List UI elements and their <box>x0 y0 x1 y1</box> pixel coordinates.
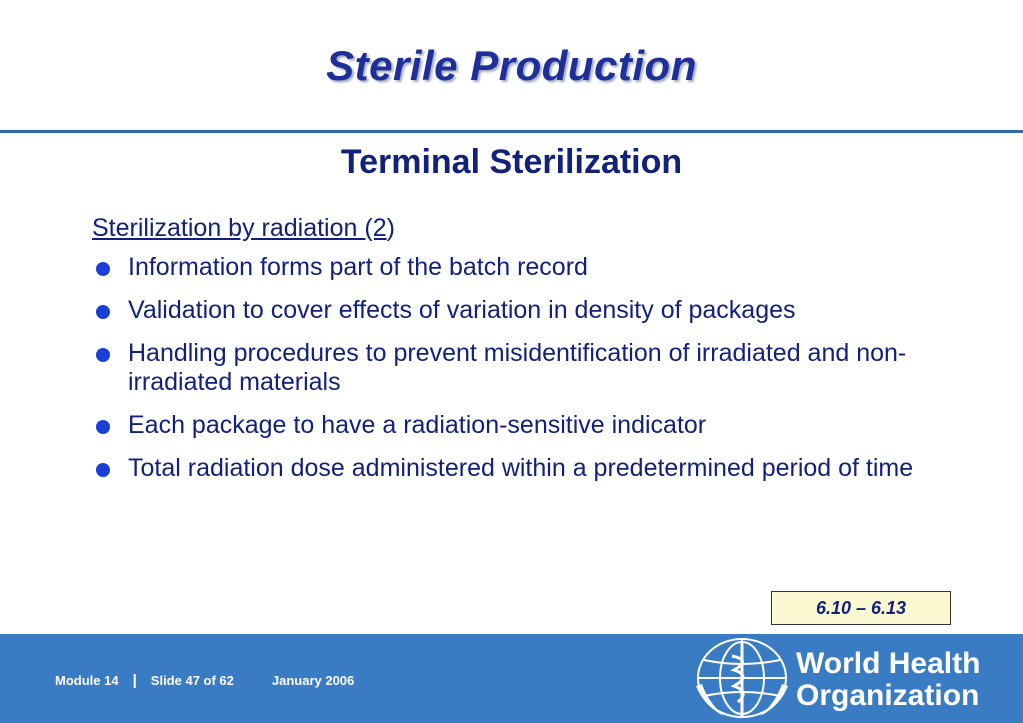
section-heading <box>92 214 922 243</box>
bullet-dot-icon <box>96 420 110 434</box>
footer-separator: | <box>132 672 137 689</box>
bullet-dot-icon <box>96 305 110 319</box>
footer-date: January 2006 <box>271 673 355 688</box>
section-heading-underlined: Sterilization by radiation (2 <box>92 214 387 242</box>
slide-subtitle: Terminal Sterilization <box>340 143 683 181</box>
bullet-dot-icon <box>96 463 110 477</box>
who-emblem-icon <box>694 636 790 720</box>
bullet-dot-icon <box>96 348 110 362</box>
bullet-text: Each package to have a radiation-sensitive indicator <box>128 411 707 439</box>
slide-content <box>92 214 922 497</box>
bullet-dot-icon <box>96 262 110 276</box>
bullet-item <box>92 296 922 325</box>
bullet-item <box>92 454 922 483</box>
section-heading-tail: ) <box>386 214 395 242</box>
bullet-item <box>92 339 922 397</box>
bullet-text: Information forms part of the batch record <box>128 253 588 281</box>
bullet-list <box>92 253 922 483</box>
slide-title: Sterile Production <box>326 42 697 89</box>
reference-box: 6.10 – 6.13 <box>771 591 951 625</box>
module-label: Module 14 <box>55 673 119 688</box>
bullet-text: Validation to cover effects of variation in density of packages <box>128 296 796 324</box>
footer-bar <box>0 634 1023 723</box>
slide-number: Slide 47 of 62 <box>150 673 234 688</box>
bullet-item <box>92 253 922 282</box>
bullet-text: Handling procedures to prevent misidentification of irradiated and non-irradiated materials <box>128 339 907 396</box>
who-logo <box>694 636 1014 720</box>
logo-line-2: Organization <box>796 679 980 712</box>
who-logo-text <box>796 648 980 712</box>
title-divider <box>0 130 1023 133</box>
footer-info <box>55 672 354 689</box>
logo-line-1: World Health <box>796 647 981 680</box>
bullet-item <box>92 411 922 440</box>
bullet-text: Total radiation dose administered within a predetermined period of time <box>128 454 914 482</box>
